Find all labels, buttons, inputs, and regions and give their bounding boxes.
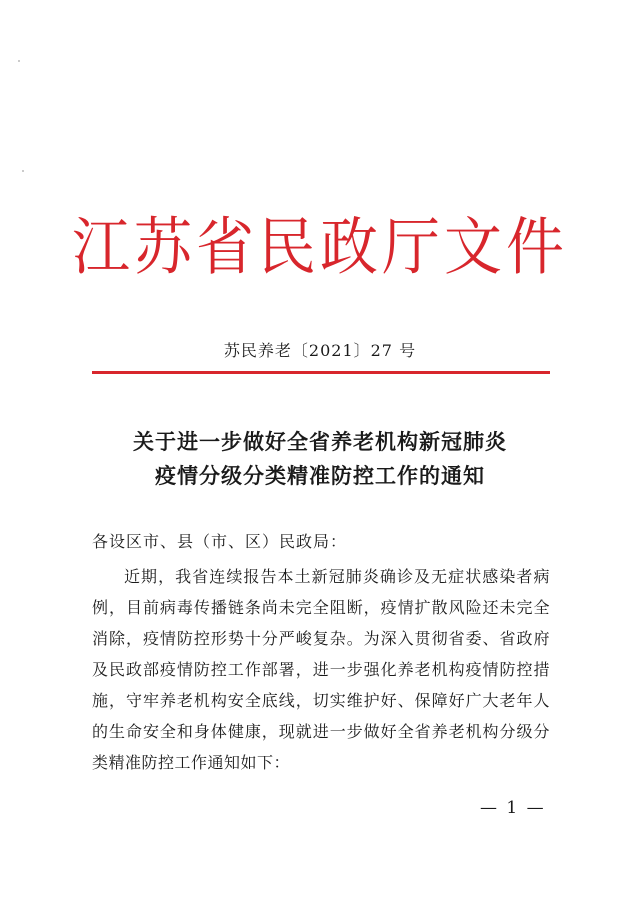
salutation: 各设区市、县（市、区）民政局： <box>92 532 348 551</box>
body-paragraph: 近期，我省连续报告本土新冠肺炎确诊及无症状感染者病例，目前病毒传播链条尚未完全阻断，疫情扩散风险还未完全消除，疫情防控形势十分严峻复杂。为深入贯彻省委、省政府及民政部疫情防控工作部署，进一步强化养老机构疫情防控措施，守牢养老机构安全底线，切实维护好、保障好广大老年人的生命安全和身体健康，现就进一步做好全省养老机构分级分类精准防控工作通知如下： <box>92 567 550 772</box>
page-number: — 1 — <box>480 798 546 818</box>
scan-speck <box>22 170 24 172</box>
notice-title-line-1: 关于进一步做好全省养老机构新冠肺炎 <box>133 429 507 454</box>
notice-title-line-2: 疫情分级分类精准防控工作的通知 <box>155 463 485 488</box>
red-divider-line <box>92 371 550 374</box>
document-number: 苏民养老〔2021〕27 号 <box>223 341 417 360</box>
notice-title <box>0 425 640 493</box>
scan-speck <box>18 60 20 62</box>
document-header-title: 江苏省民政厅文件 <box>71 210 568 284</box>
